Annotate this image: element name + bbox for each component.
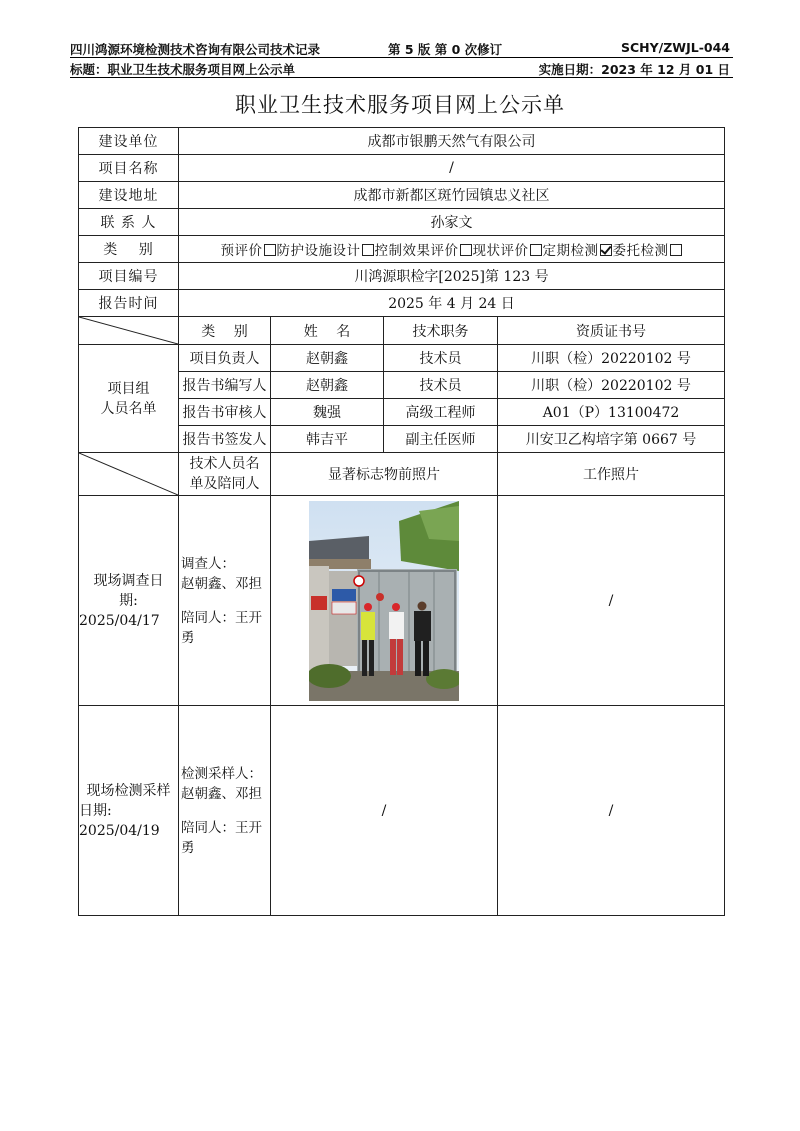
address-value: 成都市新都区斑竹园镇忠义社区	[179, 182, 725, 209]
page-title: 职业卫生技术服务项目网上公示单	[235, 93, 565, 117]
sampling-people-cell	[179, 706, 271, 916]
version-label: 第 5 版 第 0 次修订	[388, 42, 503, 57]
staff-header-name: 姓 名	[271, 317, 384, 345]
row-category	[79, 236, 725, 263]
row-contact	[79, 209, 725, 236]
staff-title: 副主任医师	[384, 426, 498, 453]
report-time-value: 2025 年 4 月 24 日	[179, 290, 725, 317]
staff-name: 韩吉平	[271, 426, 384, 453]
project-name-label: 项目名称	[79, 155, 179, 182]
diagonal-corner-cell	[79, 317, 179, 345]
staff-group-label-line1: 项目组	[107, 380, 150, 397]
staff-group-label	[79, 345, 179, 453]
photo-header-people	[179, 453, 271, 496]
category-option-label: 定期检测	[542, 243, 599, 259]
diagonal-line	[79, 453, 178, 495]
category-option-label: 控制效果评价	[374, 243, 459, 259]
site-photo-image	[309, 501, 459, 701]
unit-value: 成都市银鹏天然气有限公司	[179, 128, 725, 155]
staff-role: 报告书签发人	[179, 426, 271, 453]
checked-checkbox-icon	[600, 244, 612, 256]
companion-tail: 勇	[181, 629, 195, 646]
survey-date-value: 2025/04/17	[79, 612, 160, 629]
survey-work-photo-cell: /	[498, 496, 725, 706]
staff-title: 技术员	[384, 372, 498, 399]
staff-cert: 川安卫乙构培字第 0667 号	[498, 426, 725, 453]
effective-date: 实施日期：2023 年 12 月 01 日	[538, 62, 730, 77]
category-option-label: 防护设施设计	[276, 243, 361, 259]
photo-header-people-line1: 技术人员名	[189, 456, 260, 472]
photo-header-work: 工作照片	[498, 453, 725, 496]
checkbox-icon	[460, 244, 472, 256]
photo-header-landmark: 显著标志物前照片	[271, 453, 498, 496]
staff-cert: 川职（检）20220102 号	[498, 372, 725, 399]
staff-header-category: 类 别	[179, 317, 271, 345]
companion-label: 陪同人：王开	[181, 819, 262, 836]
staff-header-row	[79, 317, 725, 345]
staff-row	[79, 345, 725, 372]
checkbox-icon	[530, 244, 542, 256]
row-project-name	[79, 155, 725, 182]
landmark-photo	[309, 501, 459, 701]
diagonal-line	[79, 317, 178, 344]
report-time-label: 报告时间	[79, 290, 179, 317]
project-name-value: /	[179, 155, 725, 182]
category-option-label: 预评价	[220, 243, 263, 259]
header-divider-bottom	[70, 77, 733, 78]
project-no-value: 川鸿源职检字[2025]第 123 号	[179, 263, 725, 290]
staff-name: 赵朝鑫	[271, 345, 384, 372]
staff-role: 项目负责人	[179, 345, 271, 372]
category-option-label: 委托检测	[612, 243, 669, 259]
investigator-label: 调查人：	[181, 555, 235, 572]
row-report-time	[79, 290, 725, 317]
investigator-names: 赵朝鑫、邓担	[181, 575, 262, 592]
companion-tail: 勇	[181, 839, 195, 856]
companion-label: 陪同人：王开	[181, 609, 262, 626]
category-option-label: 现状评价	[472, 243, 529, 259]
row-address	[79, 182, 725, 209]
sampling-landmark-photo-cell: /	[271, 706, 498, 916]
staff-cert: A01（P）13100472	[498, 399, 725, 426]
row-project-no	[79, 263, 725, 290]
company-record-title: 四川鸿源环境检测技术咨询有限公司技术记录	[70, 42, 321, 57]
staff-header-title: 技术职务	[384, 317, 498, 345]
contact-label: 联 系 人	[79, 209, 179, 236]
photo-header-row	[79, 453, 725, 496]
staff-header-cert: 资质证书号	[498, 317, 725, 345]
photo-header-people-line2: 单及陪同人	[189, 476, 260, 492]
survey-date-label-2: 期:	[119, 592, 138, 609]
diagonal-corner-cell	[79, 453, 179, 496]
staff-role: 报告书审核人	[179, 399, 271, 426]
checkbox-icon	[362, 244, 374, 256]
category-options	[179, 236, 725, 263]
project-no-label: 项目编号	[79, 263, 179, 290]
sampling-row	[79, 706, 725, 916]
row-unit	[79, 128, 725, 155]
contact-value: 孙家文	[179, 209, 725, 236]
sampling-date-cell	[79, 706, 179, 916]
sampler-label: 检测采样人：	[181, 765, 262, 782]
sampler-names: 赵朝鑫、邓担	[181, 785, 262, 802]
doc-code: SCHY/ZWJL-044	[620, 40, 730, 55]
staff-cert: 川职（检）20220102 号	[498, 345, 725, 372]
staff-title: 高级工程师	[384, 399, 498, 426]
staff-name: 魏强	[271, 399, 384, 426]
header-divider	[70, 57, 733, 58]
staff-name: 赵朝鑫	[271, 372, 384, 399]
landmark-photo-cell	[271, 496, 498, 706]
survey-people-cell	[179, 496, 271, 706]
survey-date-label-1: 现场调查日	[93, 572, 164, 589]
sampling-date-label-2: 日期:	[79, 802, 112, 819]
staff-title: 技术员	[384, 345, 498, 372]
checkbox-icon	[670, 244, 682, 256]
unit-label: 建设单位	[79, 128, 179, 155]
staff-group-label-line2: 人员名单	[100, 400, 157, 417]
survey-date-cell	[79, 496, 179, 706]
address-label: 建设地址	[79, 182, 179, 209]
doc-title-line: 标题：职业卫生技术服务项目网上公示单	[70, 62, 296, 77]
sampling-date-label-1: 现场检测采样	[86, 782, 171, 799]
staff-role: 报告书编写人	[179, 372, 271, 399]
category-checkbox-list	[221, 243, 683, 259]
survey-row	[79, 496, 725, 706]
category-label: 类 别	[79, 236, 179, 263]
notice-table	[78, 127, 725, 916]
sampling-work-photo-cell: /	[498, 706, 725, 916]
checkbox-icon	[264, 244, 276, 256]
sampling-date-value: 2025/04/19	[79, 822, 160, 839]
